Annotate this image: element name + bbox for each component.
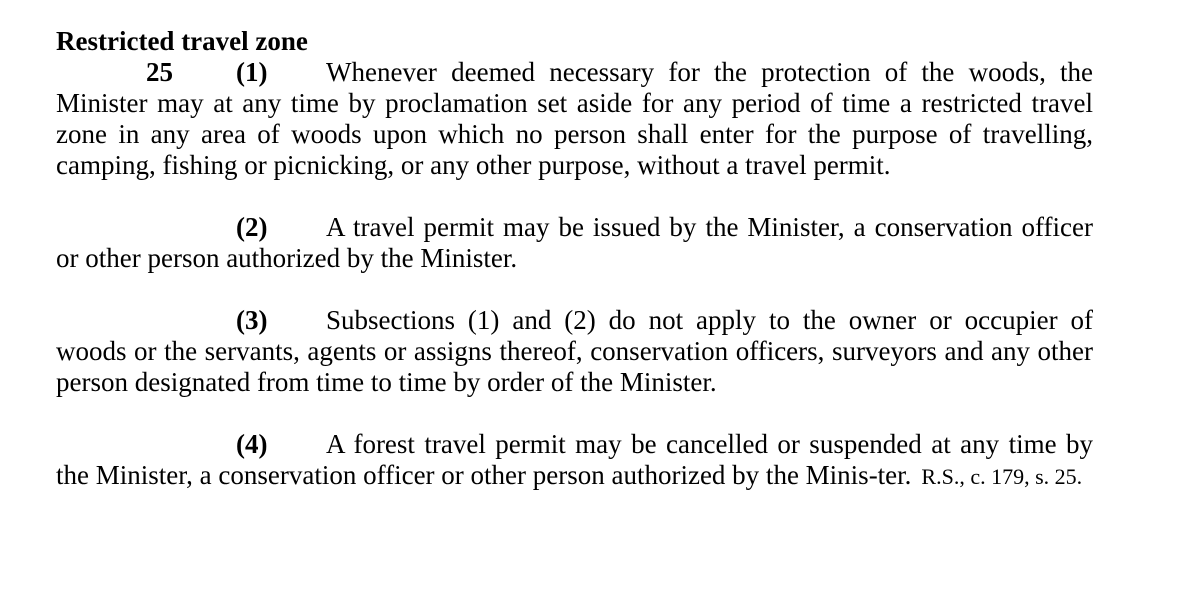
section-heading: Restricted travel zone	[56, 26, 308, 56]
statute-section	[56, 26, 1093, 492]
history-note: R.S., c. 179, s. 25.	[921, 464, 1083, 489]
subsection-label: (2)	[236, 212, 268, 242]
subsection-text: Whenever deemed necessary for the protection of the woods, the Minister may at any time by proclamation set aside for any period of time a restricted travel zone in any area of woods upon which no person shall enter for the purpose of travelling, camping, fishing or picnicking, or any other purpose, without a travel permit.	[56, 57, 1093, 180]
subsection-label: (4)	[236, 429, 268, 459]
subsection-4	[56, 429, 1093, 492]
subsection-3	[56, 305, 1093, 398]
subsection-label: (1)	[236, 57, 268, 87]
subsection-text: A travel permit may be issued by the Minister, a conservation officer or other person authorized by the Minister.	[56, 212, 1093, 273]
subsection-2	[56, 212, 1093, 274]
subsection-label: (3)	[236, 305, 268, 335]
section-number: 25	[146, 57, 173, 87]
subsection-1	[56, 57, 1093, 181]
subsection-text: Subsections (1) and (2) do not apply to the owner or occupier of woods or the servants, agents or assigns thereof, conservation officers, surveyors and any other person designated from time to time by order of the Minister.	[56, 305, 1093, 397]
subsection-text: A forest travel permit may be cancelled or suspended at any time by the Minister, a conservation officer or other person authorized by the Minis-ter.	[56, 429, 1093, 490]
